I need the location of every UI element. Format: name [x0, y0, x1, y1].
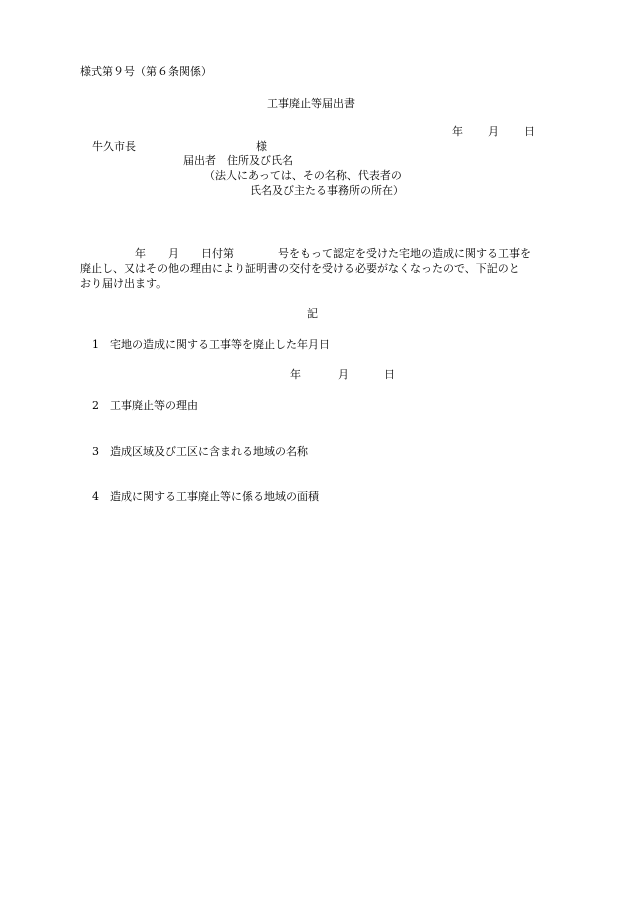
item-abolition-reason: 2 工事廃止等の理由: [92, 399, 198, 412]
item-1-day-label: 日: [384, 368, 395, 381]
item-area-name: 3 造成区域及び工区に含まれる地域の名称: [92, 445, 308, 458]
date-year-label: 年: [452, 125, 463, 138]
applicant-label: 届出者 住所及び氏名: [183, 154, 293, 167]
document-title: 工事廃止等届出書: [267, 97, 355, 110]
body-text-line: 年 月 日付第 号をもって認定を受けた宅地の造成に関する工事を: [80, 247, 531, 260]
item-1-month-label: 月: [338, 368, 349, 381]
corporate-note-line-1: （法人にあっては、その名称、代表者の: [204, 169, 402, 182]
body-text-line: 廃止し、又はその他の理由により証明書の交付を受ける必要がなくなったので、下記のと: [80, 262, 520, 275]
body-text-line: おり届け出ます。: [80, 277, 168, 290]
addressee: 牛久市長: [92, 140, 136, 153]
corporate-note-line-2: 氏名及び主たる事務所の所在）: [250, 184, 404, 197]
honorific: 様: [256, 140, 267, 153]
form-number: 様式第９号（第６条関係）: [80, 65, 212, 78]
item-area-size: 4 造成に関する工事廃止等に係る地域の面積: [92, 490, 319, 503]
item-abolition-date: 1 宅地の造成に関する工事等を廃止した年月日: [92, 338, 330, 351]
date-day-label: 日: [524, 125, 535, 138]
ki-heading: 記: [307, 307, 318, 320]
date-month-label: 月: [488, 125, 499, 138]
item-1-year-label: 年: [290, 368, 301, 381]
